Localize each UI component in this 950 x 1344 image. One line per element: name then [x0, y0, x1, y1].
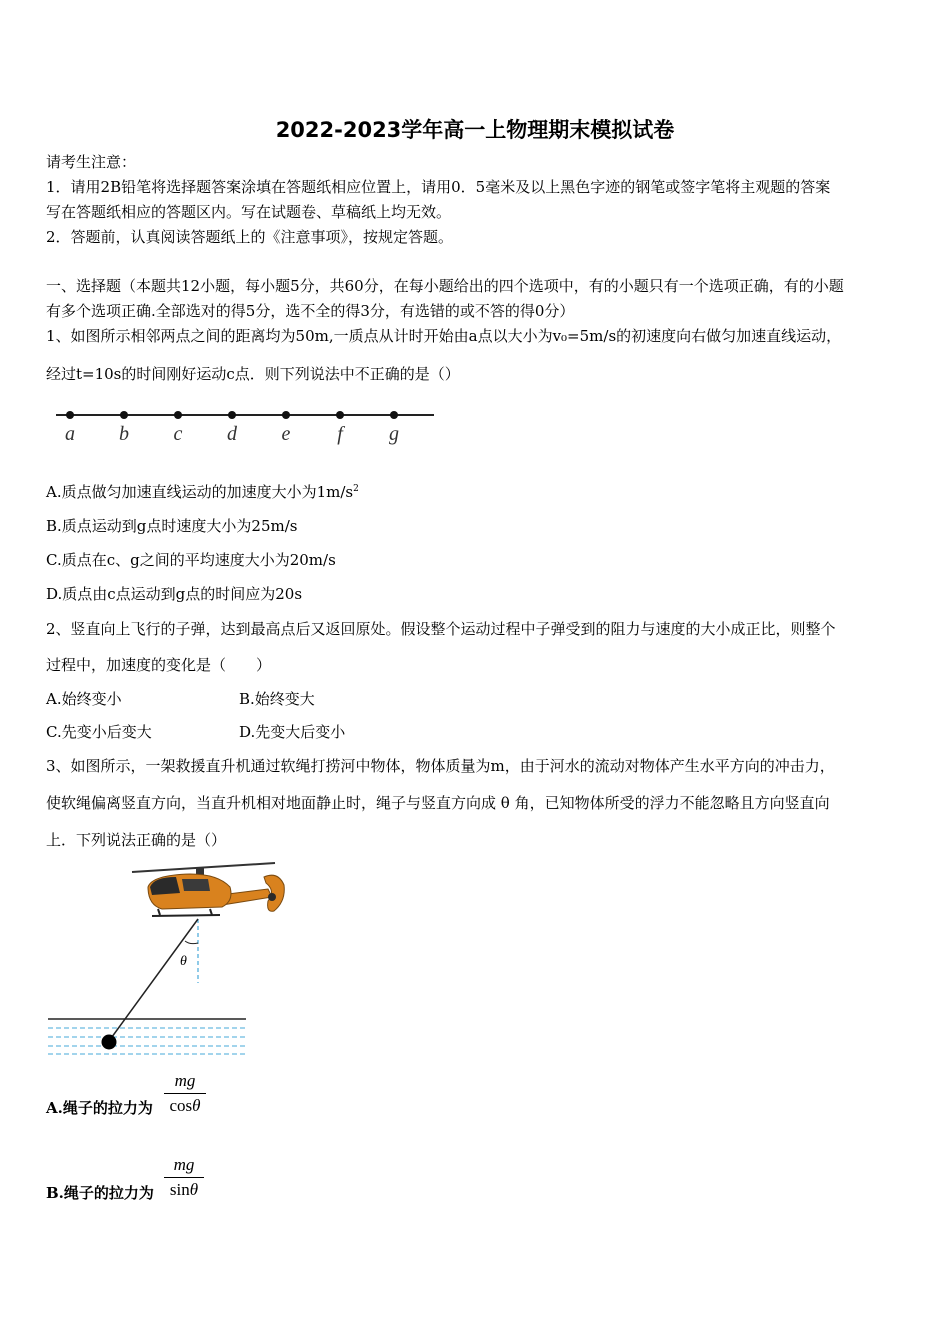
q1-point-e-label: e — [281, 423, 291, 445]
q3-option-a-numerator: mg — [174, 1071, 196, 1090]
q1-option-c: C.质点在c、g之间的平均速度大小为20m/s — [46, 551, 336, 569]
q1-point-d-dot — [228, 411, 236, 419]
q2-option-d: D.先变大后变小 — [239, 723, 346, 741]
q1-point-g-dot — [390, 411, 398, 419]
q1-point-f-label: f — [337, 423, 343, 445]
section-instructions-line-1: 一、选择题（本题共12小题，每小题5分，共60分，在每小题给出的四个选项中，有的小题只有一个选项正确，有的小题 — [46, 277, 844, 295]
section-instructions-line-2: 有多个选项正确.全部选对的得5分，选不全的得3分，有选错的或不答的得0分） — [46, 302, 575, 320]
water-waves — [48, 1028, 246, 1054]
q1-point-d-label: d — [227, 423, 237, 445]
q2-option-a: A.始终变小 — [46, 690, 122, 708]
q3-option-a-label: A.绳子的拉力为 — [46, 1099, 153, 1117]
q1-option-a-text: A.质点做匀加速直线运动的加速度大小为1m/s — [46, 483, 354, 501]
q1-point-b-label: b — [119, 423, 129, 445]
q1-option-b: B.质点运动到g点时速度大小为25m/s — [46, 517, 298, 535]
q1-option-a-superscript: 2 — [353, 484, 359, 494]
notice-line-2: 写在答题纸相应的答题区内。写在试题卷、草稿纸上均无效。 — [46, 203, 452, 221]
q3-stem-line-3: 上．下列说法正确的是（） — [46, 831, 227, 849]
q3-stem-line-2: 使软绳偏离竖直方向，当直升机相对地面静止时，绳子与竖直方向成 θ 角，已知物体所受的浮力不能忽略且方向竖直向 — [46, 794, 830, 812]
q1-point-g-label: g — [389, 423, 399, 445]
page-title: 2022-2023学年高一上物理期末模拟试卷 — [275, 118, 675, 142]
helicopter-rescue-figure — [40, 855, 300, 1060]
q2-stem-line-2: 过程中，加速度的变化是（ ） — [46, 656, 272, 674]
object-in-water — [102, 1035, 117, 1050]
q3-option-b-denominator: sinθ — [169, 1180, 199, 1199]
notice-heading: 请考生注意： — [46, 153, 137, 171]
q1-point-a-label: a — [65, 423, 75, 445]
q3-option-a-fraction — [164, 1071, 206, 1116]
q2-stem-line-1: 2、竖直向上飞行的子弹，达到最高点后又返回原处。假设整个运动过程中子弹受到的阻力与速度的大小成正比，则整个 — [46, 620, 836, 638]
rope — [109, 919, 198, 1041]
helicopter-icon — [132, 863, 284, 916]
angle-arc — [185, 941, 198, 944]
q1-point-b-dot — [120, 411, 128, 419]
q1-option-d: D.质点由c点运动到g点的时间应为20s — [46, 585, 303, 603]
q1-point-e-dot — [282, 411, 290, 419]
q3-option-b-numerator: mg — [173, 1155, 195, 1174]
q1-option-a — [46, 481, 359, 502]
q3-stem-line-1: 3、如图所示，一架救援直升机通过软绳打捞河中物体，物体质量为m，由于河水的流动对物体产生水平方向的冲击力， — [46, 757, 835, 775]
q1-point-c-label: c — [173, 423, 183, 445]
q1-point-c-dot — [174, 411, 182, 419]
angle-theta-label: θ — [180, 954, 187, 969]
notice-line-3: 2．答题前，认真阅读答题纸上的《注意事项》，按规定答题。 — [46, 228, 454, 246]
q1-point-a-dot — [66, 411, 74, 419]
q2-option-b: B.始终变大 — [239, 690, 315, 708]
q1-point-f-dot — [336, 411, 344, 419]
q3-option-a-denominator: cosθ — [169, 1096, 201, 1115]
q3-option-b-fraction — [164, 1155, 204, 1200]
q2-option-c: C.先变小后变大 — [46, 723, 152, 741]
q1-stem-line-1: 1、如图所示相邻两点之间的距离均为50m,一质点从计时开始由a点以大小为v₀=5m/s的初速度向右做匀加速直线运动， — [46, 327, 842, 345]
q1-stem-line-2: 经过t=10s的时间刚好运动c点．则下列说法中不正确的是（） — [46, 365, 460, 383]
notice-line-1: 1．请用2B铅笔将选择题答案涂填在答题纸相应位置上，请用0．5毫米及以上黑色字迹的钢笔或签字笔将主观题的答案 — [46, 178, 831, 196]
q3-option-b-label: B.绳子的拉力为 — [46, 1184, 154, 1202]
q1-point-line-figure — [50, 400, 440, 450]
